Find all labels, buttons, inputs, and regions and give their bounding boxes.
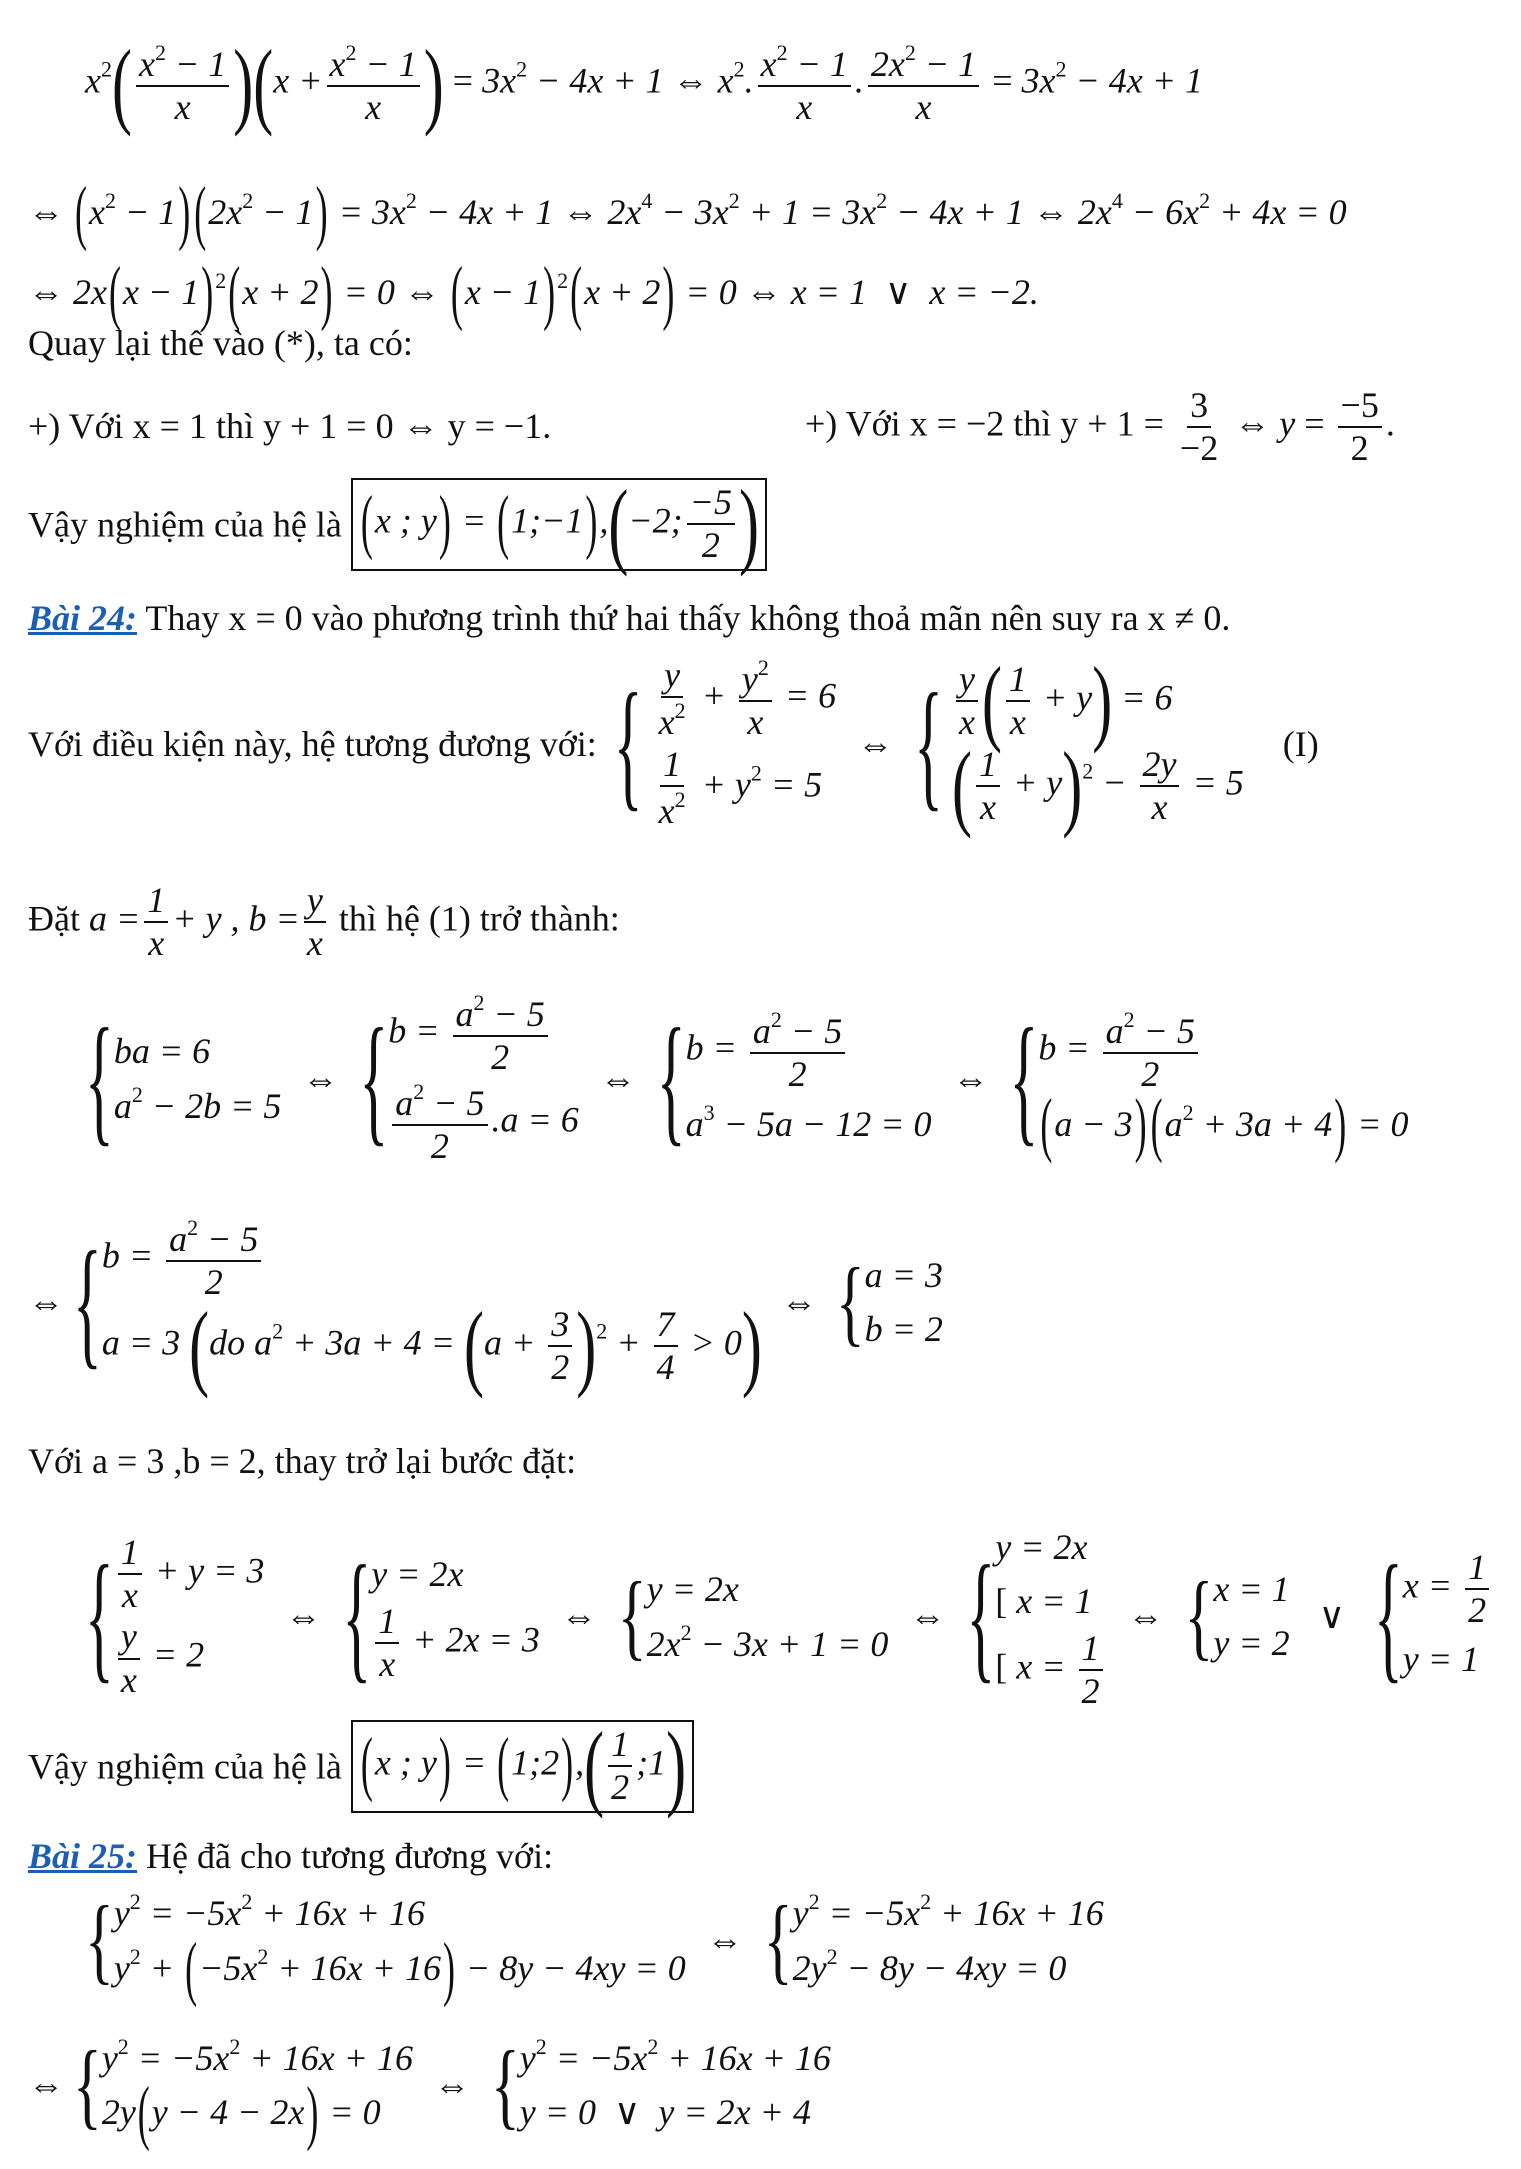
text-quay-lai: Quay lại thế vào (*), ta có: — [28, 323, 413, 363]
bai24-heading: Bài 24: — [28, 598, 138, 638]
text-voi-x2-prefix: +) Với x = −2 thì y + 1 = — [805, 403, 1164, 444]
dat-line: Đặt a = $\frac{1}{x}$ + y , b = $\frac{y}{x}$ thì hệ (1) trở thành: — [28, 880, 620, 964]
text-dat-suffix: thì hệ (1) trở thành: — [338, 898, 620, 939]
solution-line-2 — [28, 1713, 694, 1820]
text-voi-dk: Với điều kiện này, hệ tương đương với: — [28, 723, 597, 764]
solution-prefix-1: Vậy nghiệm của hệ là — [28, 504, 342, 545]
system-I-right: $\frac{y}{x}$ ( $\frac{1}{x}$ + y) = 6 ( $\frac{1}{x}$ + y)$^2$ − $\frac{2y}{x}$ = 5 — [951, 648, 1244, 839]
system-I-line: Với điều kiện này, hệ tương đương với: { $\frac{y}{x^2}$ + $\frac{y^2}{x}$ = 6 $\frac{1}{x^2}$ + $y^2 = 5$ ⇔ { $\frac{y}{x}$ ( $\frac{1}{x}$ + y) = 6 ( $\frac{1}{x}$ + y)$^2$ − $\frac{2y}{x}$ = 5 (I) — [28, 648, 1319, 839]
eq-line-3: ⇔ $2x(x - 1)^2(x + 2) = 0$ ⇔ $(x - 1)^2(x + 2) = 0$ ⇔ x = 1 ∨ x = −2. — [28, 252, 1039, 332]
eq-line-2: ⇔ $(x^2 - 1) (2x^2 - 1) = 3x^2 - 4x + 1$ ⇔ $2x^4 - 3x^2 + 1 = 3x^2 - 4x + 1$ ⇔ $2x^4 - 6x^2 + 4x = 0$ — [28, 172, 1347, 252]
text-or-2: ∨ — [614, 2092, 641, 2132]
bai25-line — [28, 1835, 553, 1877]
system-back-line: { $\frac{1}{x}$ + y = 3 $\frac{y}{x}$ = 2 ⇔ { y = 2x $\frac{1}{x}$ + 2x = 3 ⇔ { y = 2x $2x^2 - 3x + 1 = 0$ ⇔ { y = 2x [ x = 1 [ x = $\frac{1}{2}$ ⇔ { x = 1 y = 2 ∨ { x = $\frac{1}{2}$ y = 1 — [85, 1520, 1493, 1713]
eq-line-1: $x^2$( $\frac{x^2 - 1}{x}$ )(x + $\frac{x^2 - 1}{x}$ ) = $3x^2 - 4x + 1$ ⇔ $x^2$. $\frac{x^2 - 1}{x}$ . $\frac{2x^2 - 1}{x}$ = $3x^2 - 4x + 1$ — [85, 31, 1204, 138]
eq-voi-x2: +) Với x = −2 thì y + 1 = $\frac{3}{-2}$ ⇔ y = $\frac{-5}{2}$ . — [805, 385, 1395, 469]
text-voi-ab: Với a = 3 ,b = 2, thay trở lại bước đặt: — [28, 1441, 577, 1481]
system-25a-line: { $y^2 = -5x^2 + 16x + 16$ $y^2 + (-5x^2 + 16x + 16) - 8y - 4xy = 0$ ⇔ { $y^2 = -5x^2 + 16x + 16$ $2y^2 - 8y - 4xy = 0$ — [85, 1887, 1104, 2008]
bai24-line — [28, 597, 1230, 639]
bai24-text: Thay x = 0 vào phương trình thứ hai thấy không thoả mãn nên suy ra x ≠ 0. — [145, 598, 1231, 638]
solution-prefix-2: Vậy nghiệm của hệ là — [28, 1746, 342, 1787]
solution-box-2: (x ; y) = (1;2),( $\frac{1}{2}$ ;1) — [351, 1720, 694, 1813]
bai25-text: Hệ đã cho tương đương với: — [146, 1836, 554, 1876]
bai25-heading: Bài 25: — [28, 1836, 138, 1876]
text-or-1: ∨ — [1318, 1596, 1345, 1637]
text-voi-x1: +) Với x = 1 thì y + 1 = 0 ⇔ y = −1. — [28, 406, 552, 446]
solution-line-1 — [28, 471, 767, 578]
system-label: (I) — [1282, 723, 1319, 764]
system-do-line: ⇔ { b = $\frac{a^2 - 5}{2}$ a = 3 (do $a^2 + 3a + 4 = (a$ + $\frac{3}{2}$ )$^2$ + $\frac{7}{4}$ > 0) ⇔ { a = 3 b = 2 — [28, 1215, 943, 1399]
system-I-left: $\frac{y}{x^2}$ + $\frac{y^2}{x}$ = 6 $\frac{1}{x^2}$ + $y^2 = 5$ — [658, 655, 837, 832]
text-dat-prefix: Đặt — [28, 898, 80, 939]
text-do: do — [209, 1322, 246, 1363]
system-25b-line: ⇔ { $y^2 = -5x^2 + 16x + 16$ 2y(y − 4 − 2x) = 0 ⇔ { $y^2 = -5x^2 + 16x + 16$ y = 0 ∨ y = 2x + 4 — [28, 2031, 831, 2152]
system-ab-line: { ba = 6 $a^2 - 2b = 5$ ⇔ { b = $\frac{a^2 - 5}{2}$ $\frac{a^2 - 5}{2}$ .a = 6 ⇔ { b = $\frac{a^2 - 5}{2}$ $a^3 - 5a - 12 = 0$ ⇔ { b = $\frac{a^2 - 5}{2}$ (a − 3) $(a^2 + 3a + 4) = 0$ — [85, 990, 1409, 1167]
solution-box-1: (x ; y) = (1;−1),(−2; $\frac{-5}{2}$ ) — [351, 478, 767, 571]
